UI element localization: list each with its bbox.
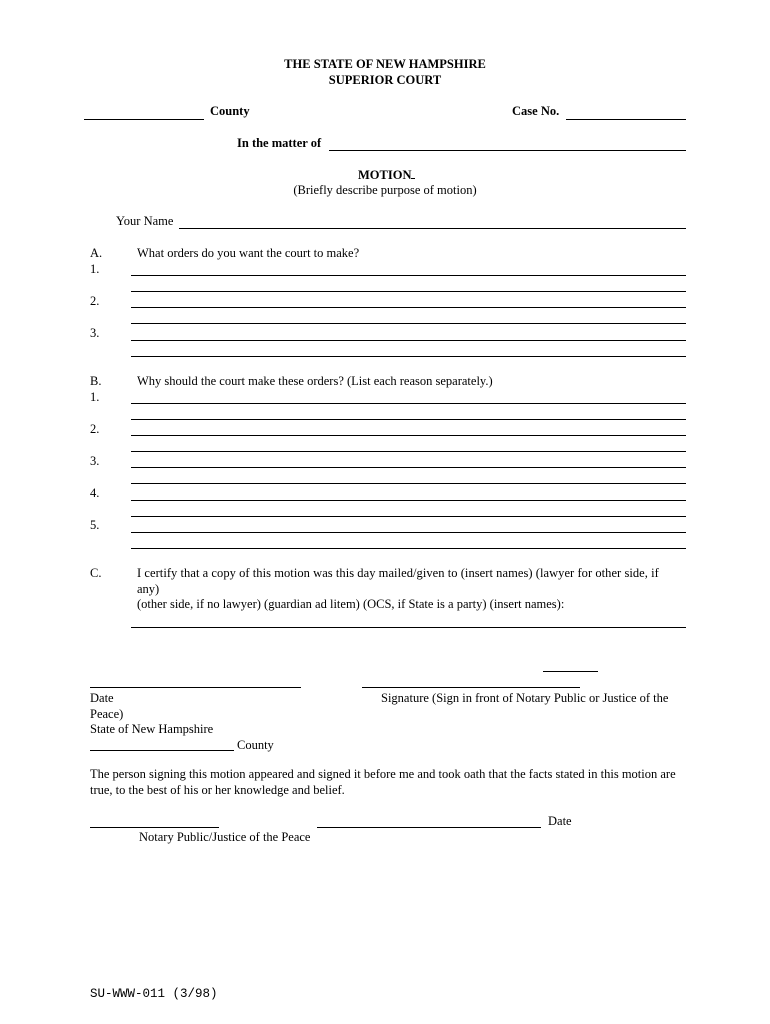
section-a-letter: A. (90, 246, 103, 260)
section-b-line-1b[interactable] (131, 419, 686, 420)
notary-date-field[interactable] (317, 827, 541, 828)
section-b-line-3a[interactable] (131, 467, 686, 468)
court-title: SUPERIOR COURT (328, 73, 442, 87)
section-c-letter: C. (90, 566, 102, 580)
section-b-item-1: 1. (90, 390, 100, 404)
section-b-line-2b[interactable] (131, 451, 686, 452)
section-a-item-1: 1. (90, 262, 100, 276)
matter-field[interactable] (329, 150, 686, 151)
date-field[interactable] (90, 687, 301, 688)
county-label: County (210, 104, 250, 118)
section-a-line-2a[interactable] (131, 307, 686, 308)
signature-field[interactable] (362, 687, 580, 688)
section-b-line-3b[interactable] (131, 483, 686, 484)
section-c-names-field[interactable] (131, 627, 686, 628)
case-number-label: Case No. (512, 104, 560, 118)
motion-subtitle: (Briefly describe purpose of motion) (293, 183, 477, 197)
your-name-label: Your Name (116, 214, 174, 228)
section-c-line-3: (other side, if no lawyer) (guardian ad litem) (OCS, if State is a party) (insert names): (137, 597, 565, 611)
section-b-line-4a[interactable] (131, 500, 686, 501)
section-c-line-2: any) (137, 582, 160, 596)
section-b-item-4: 4. (90, 486, 100, 500)
section-b-item-2: 2. (90, 422, 100, 436)
section-b-letter: B. (90, 374, 102, 388)
section-b-line-1a[interactable] (131, 403, 686, 404)
section-a-line-3a[interactable] (131, 340, 686, 341)
oath-text-line-1: The person signing this motion appeared and signed it before me and took oath that the facts stated in this motion are (90, 767, 676, 781)
section-b-line-5a[interactable] (131, 532, 686, 533)
section-c-line-1: I certify that a copy of this motion was this day mailed/given to (insert names) (lawyer for other side, if (137, 566, 659, 580)
section-b-question: Why should the court make these orders? (List each reason separately.) (137, 374, 493, 388)
oath-text-line-2: true, to the best of his or her knowledge and belief. (90, 783, 345, 797)
section-a-line-3b[interactable] (131, 356, 686, 357)
section-a-item-2: 2. (90, 294, 100, 308)
matter-label: In the matter of (237, 136, 322, 150)
form-code: SU-WWW-011 (3/98) (90, 987, 218, 1001)
case-number-field[interactable] (566, 119, 686, 120)
notary-signature-field[interactable] (90, 827, 219, 828)
county-field[interactable] (84, 119, 204, 120)
notary-county-field[interactable] (90, 750, 234, 751)
section-b-item-5: 5. (90, 518, 100, 532)
signature-label-continued: Peace) (90, 707, 124, 721)
date-label: Date (90, 691, 114, 705)
section-a-question: What orders do you want the court to make? (137, 246, 360, 260)
motion-title: MOTION (358, 167, 415, 183)
section-b-line-4b[interactable] (131, 516, 686, 517)
section-a-line-1a[interactable] (131, 275, 686, 276)
state-label: State of New Hampshire (90, 722, 214, 736)
section-a-line-1b[interactable] (131, 291, 686, 292)
signature-short-line (543, 671, 598, 672)
notary-title: Notary Public/Justice of the Peace (139, 830, 311, 844)
your-name-field[interactable] (179, 228, 686, 229)
notary-date-label: Date (548, 814, 572, 828)
section-a-line-2b[interactable] (131, 323, 686, 324)
state-title: THE STATE OF NEW HAMPSHIRE (284, 57, 486, 71)
signature-label: Signature (Sign in front of Notary Public or Justice of the (381, 691, 669, 705)
section-b-line-5b[interactable] (131, 548, 686, 549)
notary-county-label: County (237, 738, 274, 752)
section-b-line-2a[interactable] (131, 435, 686, 436)
section-a-item-3: 3. (90, 326, 100, 340)
section-b-item-3: 3. (90, 454, 100, 468)
